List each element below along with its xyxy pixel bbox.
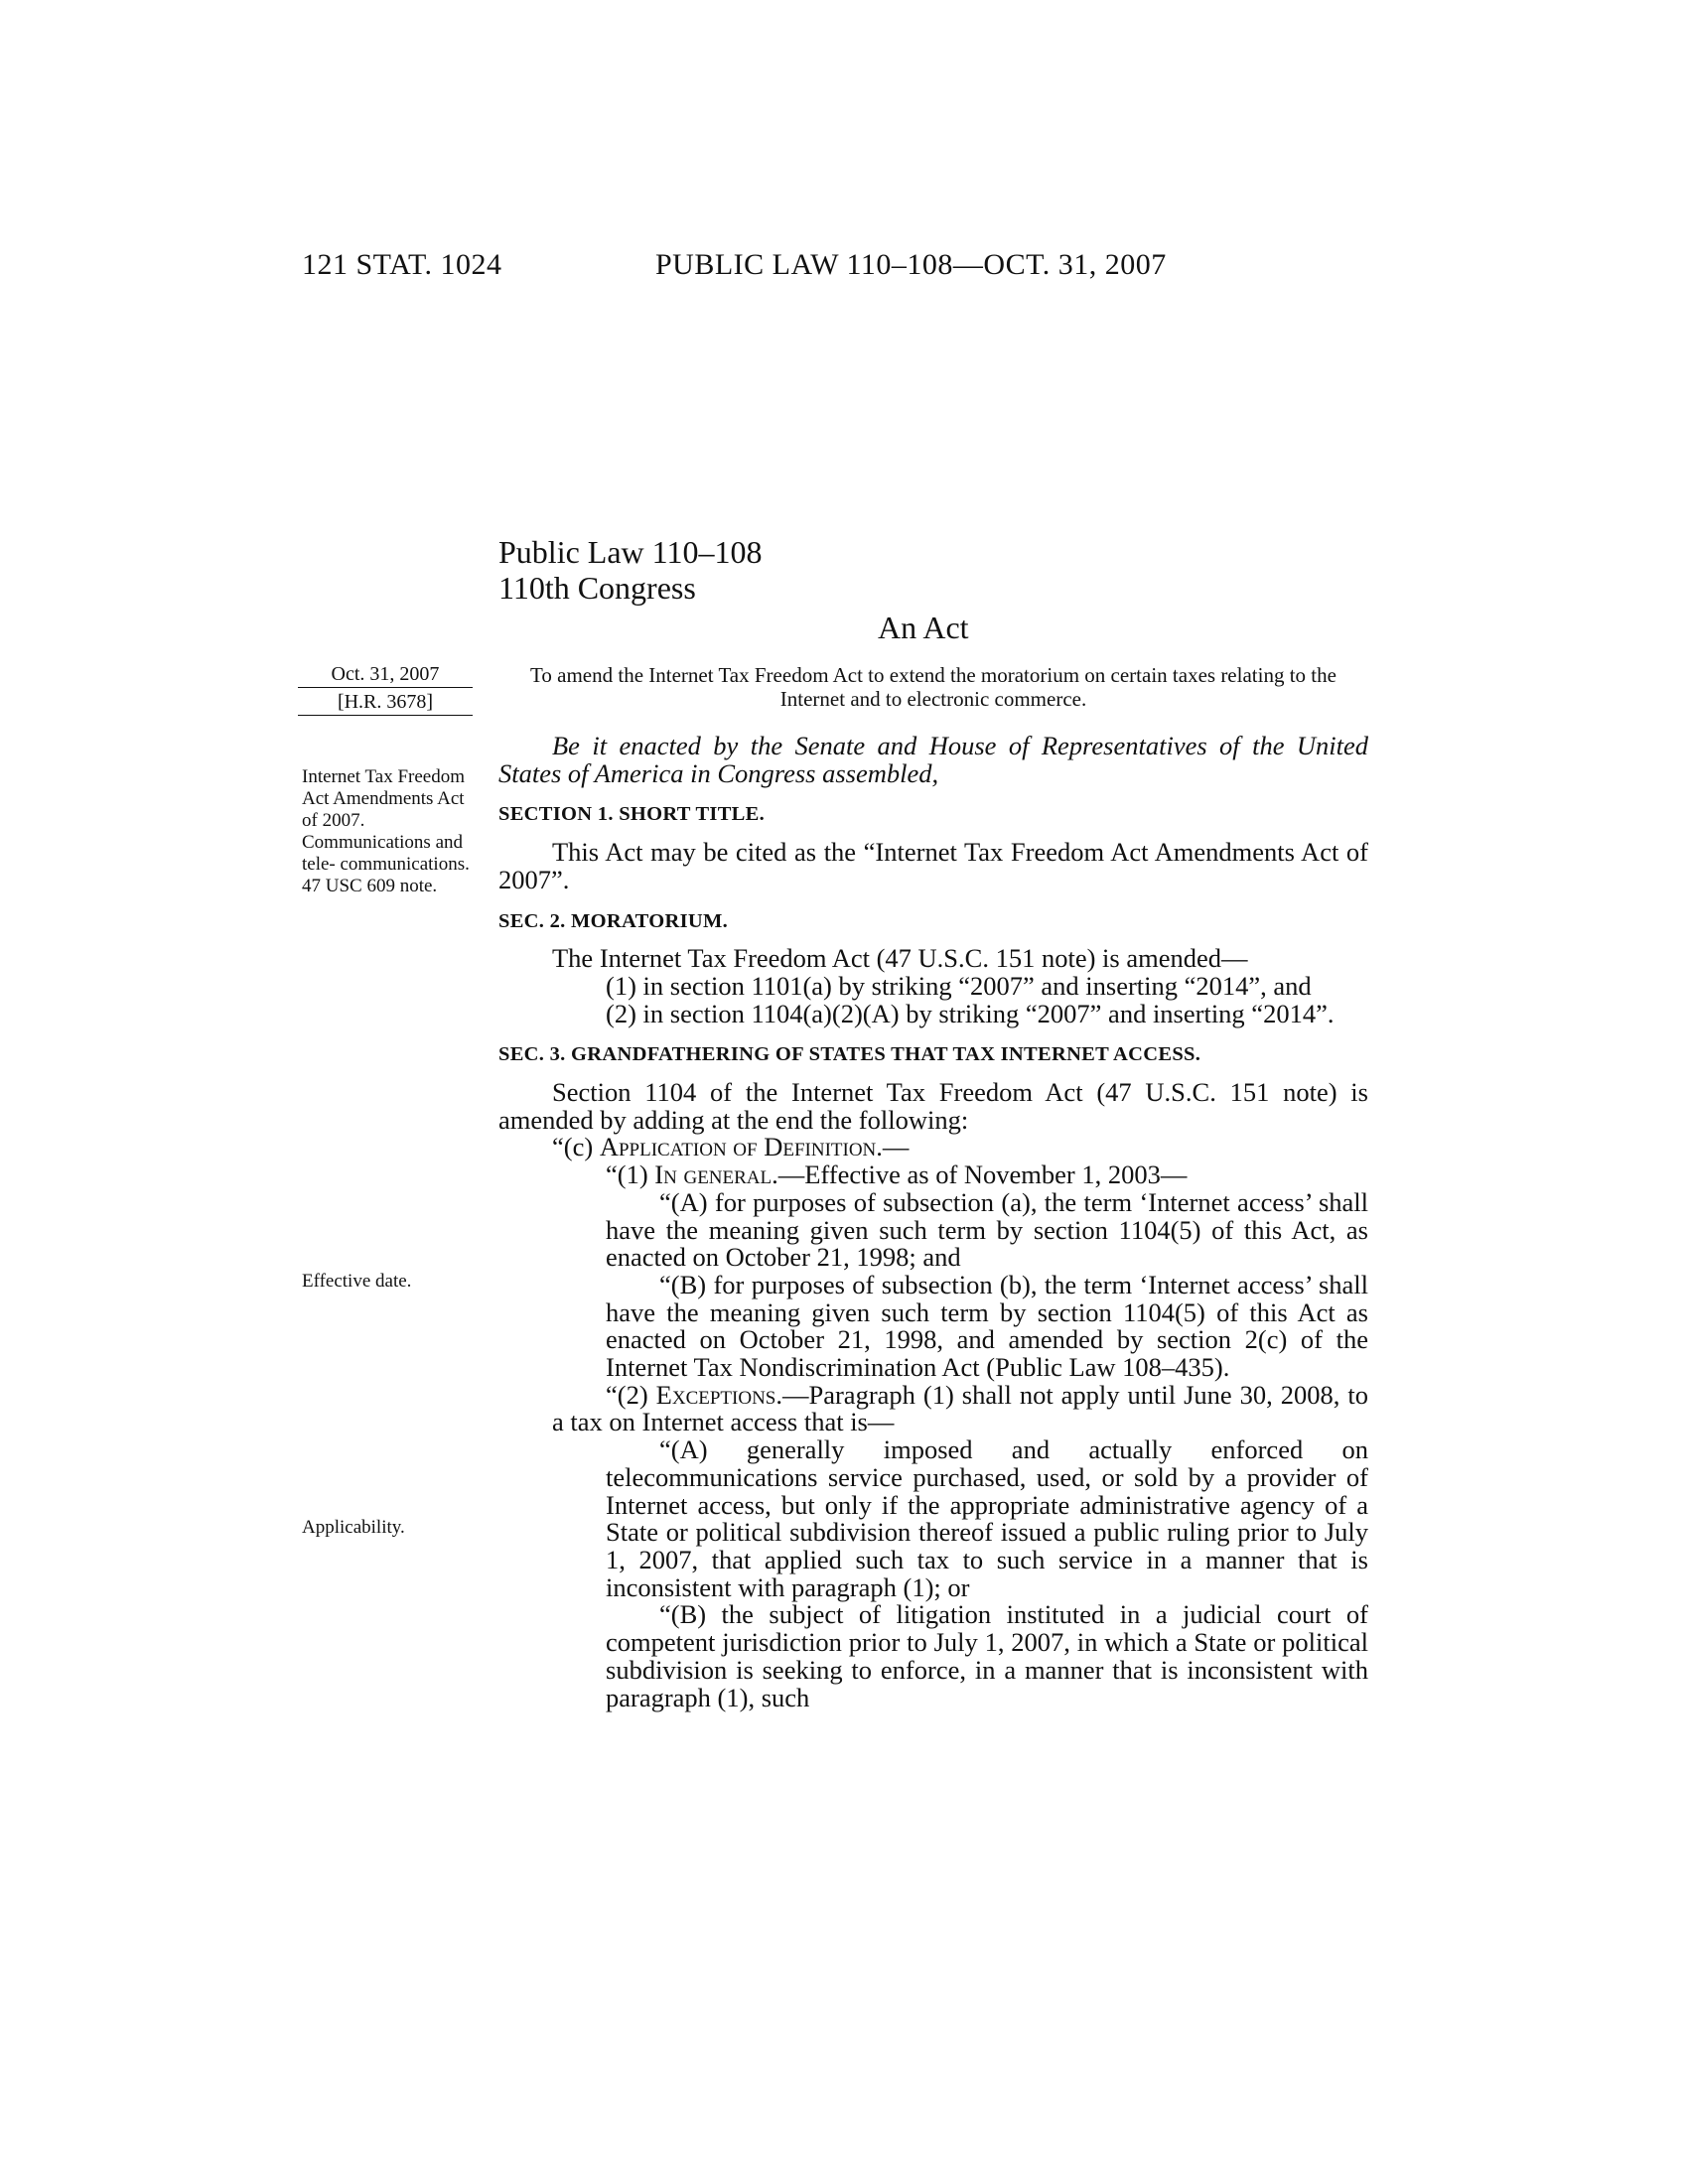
paragraph-1 (498, 1161, 1368, 1189)
margin-bill-number: [H.R. 3678] (298, 691, 473, 716)
paragraph-2-heading: Exceptions (655, 1379, 776, 1410)
subsection-c-heading (498, 1134, 1368, 1161)
section-2-item-1: (1) in section 1101(a) by striking “2007” and inserting “2014”, and (606, 970, 1312, 1001)
section-2-intro: The Internet Tax Freedom Act (47 U.S.C. 151 note) is amended— (552, 943, 1248, 974)
paragraph-2-label: “(2) (606, 1379, 656, 1410)
section-1-heading: SECTION 1. SHORT TITLE. (498, 803, 766, 826)
section-1-text: This Act may be cited as the “Internet Tax Freedom Act Amendments Act of 2007”. (498, 837, 1368, 894)
subsection-c-dash: .— (876, 1132, 910, 1162)
margin-note-short-title: Internet Tax Freedom Act Amendments Act of 2007. Communications and tele- communications. 47 USC 609 note. (302, 766, 470, 896)
subsection-c-title: Application of Definition (599, 1132, 877, 1162)
section-2-item-2: (2) in section 1104(a)(2)(A) by striking “2007” and inserting “2014”. (606, 998, 1335, 1028)
margin-note-applicability: Applicability. (302, 1517, 405, 1538)
act-purpose: To amend the Internet Tax Freedom Act to extend the moratorium on certain taxes relating to the Internet and to electronic commerce. (530, 663, 1336, 711)
paragraph-2-text: .—Paragraph (1) shall not apply until June 30, 2008, to a tax on Internet access that is— (552, 1379, 1368, 1437)
paragraph-1-B: “(B) for purposes of subsection (b), the term ‘Internet access’ shall have the meaning given such term by section 1104(5) of this Act as enacted on October 21, 1998, and amended by section 2(c) of the Internet Tax Nondiscrimination Act (Public Law 108–435). (606, 1269, 1368, 1383)
public-law-number: Public Law 110–108 (498, 534, 763, 570)
enacting-clause: Be it enacted by the Senate and House of Representatives of the United States of America in Congress assembled, (498, 731, 1368, 788)
act-body (498, 733, 1368, 1711)
subsection-c-label: “(c) (552, 1132, 600, 1162)
paragraph-1-text: .—Effective as of November 1, 2003— (772, 1160, 1188, 1190)
an-act-heading: An Act (878, 610, 969, 645)
paragraph-1-heading: In general (654, 1160, 773, 1190)
section-3-intro: Section 1104 of the Internet Tax Freedom Act (47 U.S.C. 151 note) is amended by adding at the end the following: (498, 1077, 1368, 1135)
paragraph-2-B: “(B) the subject of litigation instituted in a judicial court of competent jurisdiction prior to July 1, 2007, in which a State or political subdivision is seeking to enforce, in a manner that is inconsistent with paragraph (1), such (606, 1599, 1368, 1712)
paragraph-2 (498, 1379, 1368, 1437)
paragraph-1-label: “(1) (606, 1160, 655, 1190)
paragraph-2-A: “(A) generally imposed and actually enforced on telecommunications service purchased, used, or sold by a provider of Internet access, but only if the appropriate administrative agency of a State or political subdivision thereof issued a public ruling prior to July 1, 2007, that applied such tax to such service in a manner that is inconsistent with paragraph (1); or (606, 1434, 1368, 1602)
running-header: PUBLIC LAW 110–108—OCT. 31, 2007 (655, 248, 1167, 281)
congress-label: 110th Congress (498, 570, 696, 606)
page-citation: 121 STAT. 1024 (302, 248, 502, 281)
paragraph-1-A: “(A) for purposes of subsection (a), the term ‘Internet access’ shall have the meaning given such term by section 1104(5) of this Act, as enacted on October 21, 1998; and (606, 1186, 1368, 1273)
section-2-heading: SEC. 2. MORATORIUM. (498, 909, 729, 932)
margin-date: Oct. 31, 2007 (298, 663, 473, 688)
section-3-heading: SEC. 3. GRANDFATHERING OF STATES THAT TAX INTERNET ACCESS. (498, 1043, 1201, 1066)
margin-note-effective-date: Effective date. (302, 1271, 412, 1292)
